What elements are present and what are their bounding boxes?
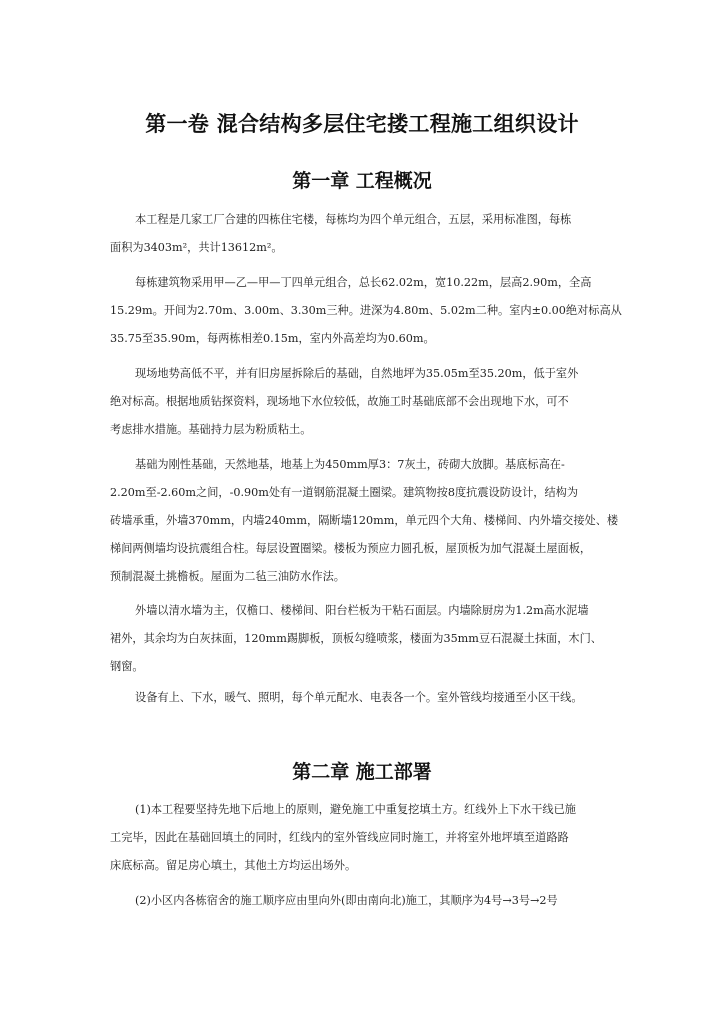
paragraph-line: 面积为3403m²，共计13612m²。	[110, 241, 283, 254]
paragraph-line: 35.75至35.90m，每两栋相差0.15m，室内外高差均为0.60m。	[110, 332, 435, 345]
paragraph-line: 钢窗。	[110, 660, 144, 673]
paragraph-line: 工完毕，因此在基础回填土的同时，红线内的室外管线应同时施工，并将室外地坪填至道路路	[110, 831, 569, 844]
paragraph-line: 每栋建筑物采用甲—乙—甲—丁四单元组合，总长62.02m，宽10.22m，层高2.90m，全高	[135, 276, 592, 289]
paragraph-line: 裙外，其余均为白灰抹面，120mm踢脚板，顶板勾缝喷浆，楼面为35mm豆石混凝土抹面，木门、	[110, 632, 602, 645]
paragraph-line: 考虑排水措施。基础持力层为粉质粘土。	[110, 423, 312, 436]
chapter-1-heading: 第一章 工程概况	[292, 170, 432, 192]
paragraph-line: 本工程是几家工厂合建的四栋住宅楼，每栋均为四个单元组合，五层，采用标准图，每栋	[135, 213, 572, 226]
paragraph-line: 绝对标高。根据地质钻探资料，现场地下水位较低，故施工时基础底部不会出现地下水，可不	[110, 395, 569, 408]
paragraph-line: 基础为刚性基础，天然地基，地基上为450mm厚3：7灰土，砖砌大放脚。基底标高在-	[135, 458, 565, 471]
paragraph-line: 预制混凝土挑檐板。屋面为二毡三油防水作法。	[110, 570, 345, 583]
document-title: 第一卷 混合结构多层住宅搂工程施工组织设计	[145, 112, 579, 136]
paragraph-line: (1)本工程要坚持先地下后地上的原则，避免施工中重复挖填土方。红线外上下水干线已施	[135, 803, 576, 816]
paragraph-line: 砖墙承重，外墙370mm，内墙240mm，隔断墙120mm，单元四个大角、楼梯间、内外墙交接处、楼	[110, 514, 619, 527]
paragraph-line: 梯间两侧墙均设抗震组合柱。每层设置圈梁。楼板为预应力圆孔板，屋顶板为加气混凝土屋面板，	[110, 542, 592, 555]
paragraph-line: 床底标高。留足房心填土，其他土方均运出场外。	[110, 859, 357, 872]
paragraph-line: 设备有上、下水，暖气、照明，每个单元配水、电表各一个。室外管线均接通至小区干线。	[135, 691, 583, 704]
paragraph-line: (2)小区内各栋宿舍的施工顺序应由里向外(即由南向北)施工，其顺序为4号→3号→2号	[135, 894, 558, 907]
paragraph-line: 2.20m至-2.60m之间，-0.90m处有一道钢筋混凝土圈梁。建筑物按8度抗震设防设计，结构为	[110, 486, 579, 499]
chapter-2-heading: 第二章 施工部署	[292, 761, 432, 783]
paragraph-line: 外墙以清水墙为主，仅檐口、楼梯间、阳台栏板为干粘石面层。内墙除厨房为1.2m高水泥墙	[135, 604, 589, 617]
paragraph-line: 现场地势高低不平，并有旧房屋拆除后的基础，自然地坪为35.05m至35.20m，低于室外	[135, 367, 579, 380]
paragraph-line: 15.29m。开间为2.70m、3.00m、3.30m三种。进深为4.80m、5.02m二种。室内±0.00绝对标高从	[110, 304, 622, 317]
